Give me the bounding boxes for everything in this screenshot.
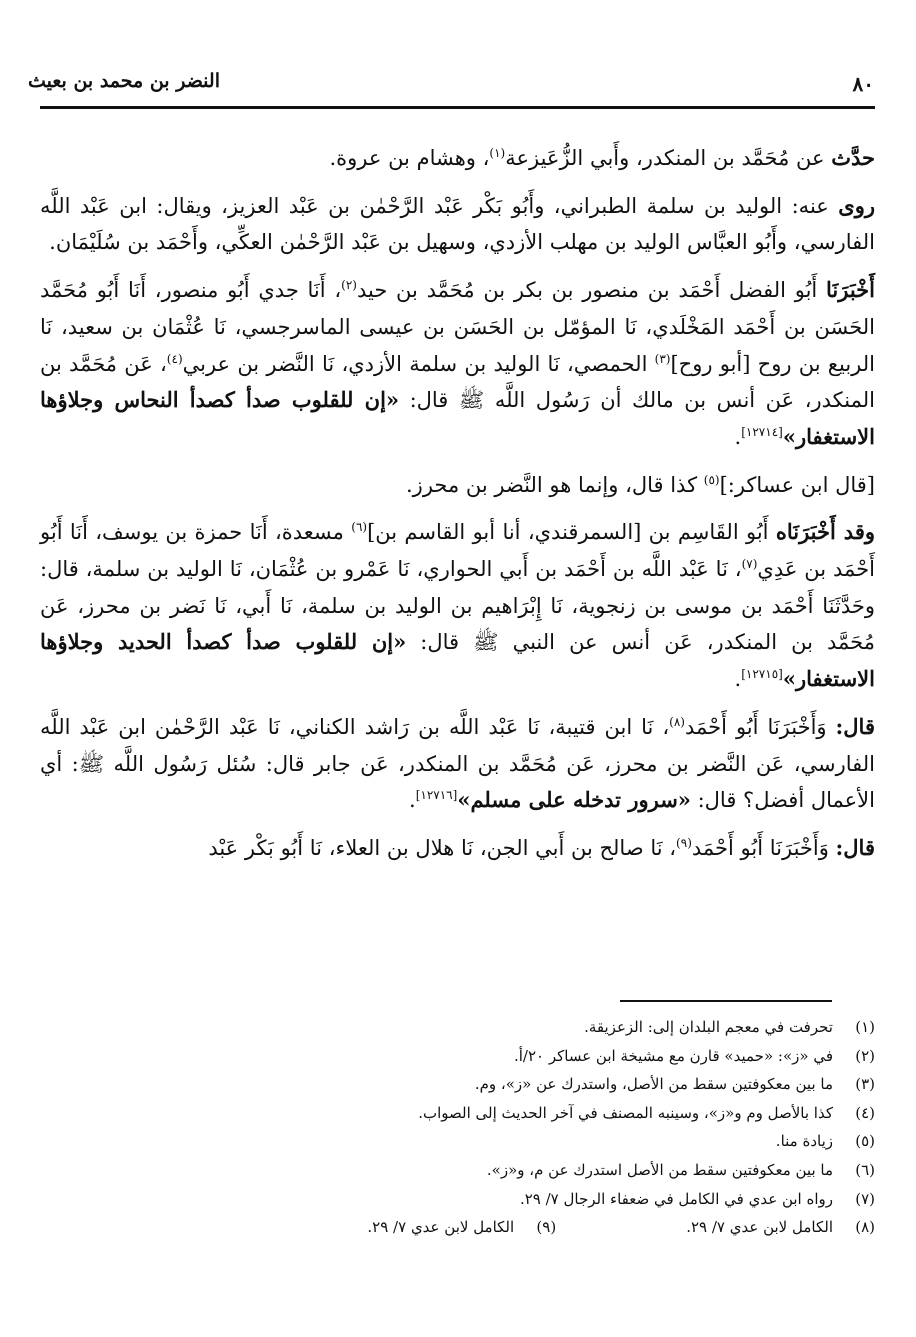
text: ، وهشام بن عروة. bbox=[329, 146, 490, 170]
footnote-text: الكامل لابن عدي ٧/ ٢٩. bbox=[686, 1218, 833, 1237]
text: ، نَا عَبْد اللَّه بن أَحْمَد بن أَبي الحواري، نَا عَمْرو بن عُثْمَان، نَا الوليد بن سلمة، قال: وحَدَّثَنَا أَحْمَد بن موسى بن زنجوية، نَا إِبْرَاهيم بن الوليد بن سلمة، نَا أَبي، نَا نَضر بن محرز، عَن مُحَمَّد بن المنكدر، عَن أنس عن النبي ﷺ قال: bbox=[40, 557, 875, 655]
footnote-text: الكامل لابن عدي ٧/ ٢٩. bbox=[367, 1218, 515, 1237]
footnote-text: تحرفت في معجم البلدان إلى: الزعزيقة. bbox=[584, 1018, 833, 1036]
footnote bbox=[40, 1099, 875, 1128]
footnote bbox=[40, 1185, 875, 1214]
footnote-text: كذا بالأصل وم و«ز»، وسينبه المصنف في آخر الحديث إلى الصواب. bbox=[418, 1103, 833, 1122]
text: أَبُو القَاسِم بن [السمرقندي، أنا أبو القاسم بن] bbox=[367, 520, 776, 545]
footnote-separator bbox=[620, 1000, 832, 1002]
hadith-text: «سرور تدخله على مسلم» bbox=[457, 787, 691, 813]
paragraph-narrated bbox=[40, 140, 875, 177]
paragraph-isnad-4 bbox=[40, 830, 875, 867]
paragraph-comment bbox=[40, 467, 875, 504]
text: الحمصي، نَا الوليد بن سلمة الأزدي، نَا النَّضر بن عربي bbox=[182, 351, 655, 376]
text: . bbox=[409, 788, 416, 813]
footnote bbox=[40, 1127, 875, 1156]
text: ، عَن مُحَمَّد بن المنكدر، عَن أنس بن مالك أن رَسُول اللَّه ﷺ قال: bbox=[40, 351, 875, 413]
footnote-text: رواه ابن عدي في الكامل في ضعفاء الرجال ٧/ ٢٩. bbox=[519, 1189, 833, 1208]
text: وَأَخْبَرَنَا أَبُو أَحْمَد bbox=[684, 714, 836, 739]
text: أَبُو الفضل أَحْمَد بن منصور بن بكر بن مُحَمَّد بن حيد bbox=[356, 278, 827, 303]
footnote-number: (١) bbox=[855, 1018, 875, 1036]
text: وَأَخْبَرَنَا أَبُو أَحْمَد bbox=[691, 835, 836, 860]
footnotes bbox=[40, 1013, 875, 1242]
text: . bbox=[734, 424, 742, 449]
footnote-ref: (١) bbox=[489, 146, 506, 160]
paragraph-isnad-2 bbox=[40, 514, 875, 698]
hadith-number: [١٢٧١٥] bbox=[741, 667, 783, 682]
paragraph-isnad-1 bbox=[40, 272, 875, 456]
text: . bbox=[734, 667, 742, 692]
footnote-number: (٩) bbox=[536, 1218, 557, 1237]
footnote bbox=[40, 1070, 875, 1099]
paragraph-narrators bbox=[40, 188, 875, 261]
footnote-text: في «ز»: «حميد» قارن مع مشيخة ابن عساكر ٢٠/أ. bbox=[513, 1046, 833, 1065]
keyword: وقد أَخْبَرَنَاه bbox=[775, 519, 875, 545]
hadith-number: [١٢٧١٦] bbox=[415, 788, 458, 803]
footnote-ref: (٢) bbox=[341, 278, 357, 293]
keyword: أَخْبَرَنَا bbox=[826, 277, 875, 303]
footnote-number: (٨) bbox=[855, 1218, 875, 1237]
text: كذا قال، وإنما هو النَّضر بن محرز. bbox=[406, 472, 704, 497]
keyword: حدَّث bbox=[831, 145, 875, 170]
header-rule bbox=[40, 106, 875, 109]
text: ، أَنَا جدي أَبُو منصور، أَنَا أَبُو مُحَمَّد الحَسَن بن أَحْمَد المَخْلَدي، نَا المؤمّل بن الحَسَن بن عيسى الماسرجسي، نَا عُثْمَان بن سعيد، نَا الربيع بن روح [أبو روح] bbox=[40, 278, 875, 376]
footnote-ref: (٣) bbox=[654, 351, 671, 366]
footnote bbox=[40, 1013, 875, 1042]
footnote bbox=[40, 1042, 875, 1071]
text: مسعدة، أَنَا حمزة بن يوسف، أَنَا أَبُو أَحْمَد بن عَدِي bbox=[40, 520, 875, 582]
hadith-text: «إن للقلوب صدأ كصدأ الحديد وجلاؤها الاستغفار» bbox=[40, 629, 875, 692]
main-text bbox=[40, 140, 875, 867]
hadith-text: «إن للقلوب صدأ كصدأ النحاس وجلاؤها الاستغفار» bbox=[40, 387, 875, 449]
text: ، نَا ابن قتيبة، نَا عَبْد اللَّه بن رَاشد الكناني، نَا عَبْد الرَّحْمٰن ابن عَبْد اللَّه الفارسي، عَن النَّضر بن محرز، عَن مُحَمَّد بن المنكدر، عَن جابر قال: سُئل رَسُول اللَّه ﷺ: أي الأعمال أفضل؟ قال: bbox=[40, 714, 875, 813]
footnote-text: ما بين معكوفتين سقط من الأصل استدرك عن م، و«ز». bbox=[486, 1160, 833, 1179]
footnote-number: (٤) bbox=[855, 1103, 875, 1122]
footnote-ref: (٤) bbox=[166, 351, 183, 366]
footnote-ref: (٧) bbox=[741, 557, 758, 572]
footnote bbox=[40, 1156, 875, 1185]
footnote-ref: (٨) bbox=[669, 714, 685, 729]
text: ، نَا صالح بن أَبي الجن، نَا هلال بن العلاء، نَا أَبُو بَكْر عَبْد bbox=[208, 835, 677, 860]
hadith-number: [١٢٧١٤] bbox=[741, 424, 783, 439]
footnote-number: (٣) bbox=[855, 1075, 875, 1094]
text: عنه: الوليد بن سلمة الطبراني، وأَبُو بَكْر عَبْد الرَّحْمٰن بن عَبْد العزيز، ويقال: ابن عَبْد اللَّه الفارسي، وأَبُو العبَّاس الوليد بن مهلب الأزدي، وسهيل بن عَبْد الرَّحْمٰن العكِّي، وأَحْمَد بن سُلَيْمَان. bbox=[40, 193, 875, 255]
footnote-ref: (٥) bbox=[703, 472, 720, 487]
footnote-ref: (٦) bbox=[351, 520, 368, 535]
paragraph-isnad-3 bbox=[40, 709, 875, 819]
footnote bbox=[40, 1213, 875, 1242]
footnote-number: (٥) bbox=[855, 1132, 875, 1151]
keyword: قال: bbox=[835, 834, 875, 860]
footnote-number: (٦) bbox=[855, 1160, 875, 1179]
page-number: ٨٠ bbox=[852, 72, 874, 96]
keyword: روى bbox=[838, 192, 875, 218]
footnote-number: (٧) bbox=[855, 1189, 875, 1208]
text: [قال ابن عساكر:] bbox=[719, 472, 875, 497]
footnote-number: (٢) bbox=[855, 1046, 875, 1065]
footnote-ref: (٩) bbox=[676, 835, 692, 850]
text: عن مُحَمَّد بن المنكدر، وأَبي الزُّعَيزعة bbox=[505, 146, 832, 170]
running-title: النضر بن محمد بن بعيث bbox=[28, 70, 220, 92]
footnote-text: زيادة منا. bbox=[775, 1132, 833, 1151]
footnote-text: ما بين معكوفتين سقط من الأصل، واستدرك عن «ز»، وم. bbox=[474, 1075, 833, 1094]
keyword: قال: bbox=[835, 713, 875, 739]
